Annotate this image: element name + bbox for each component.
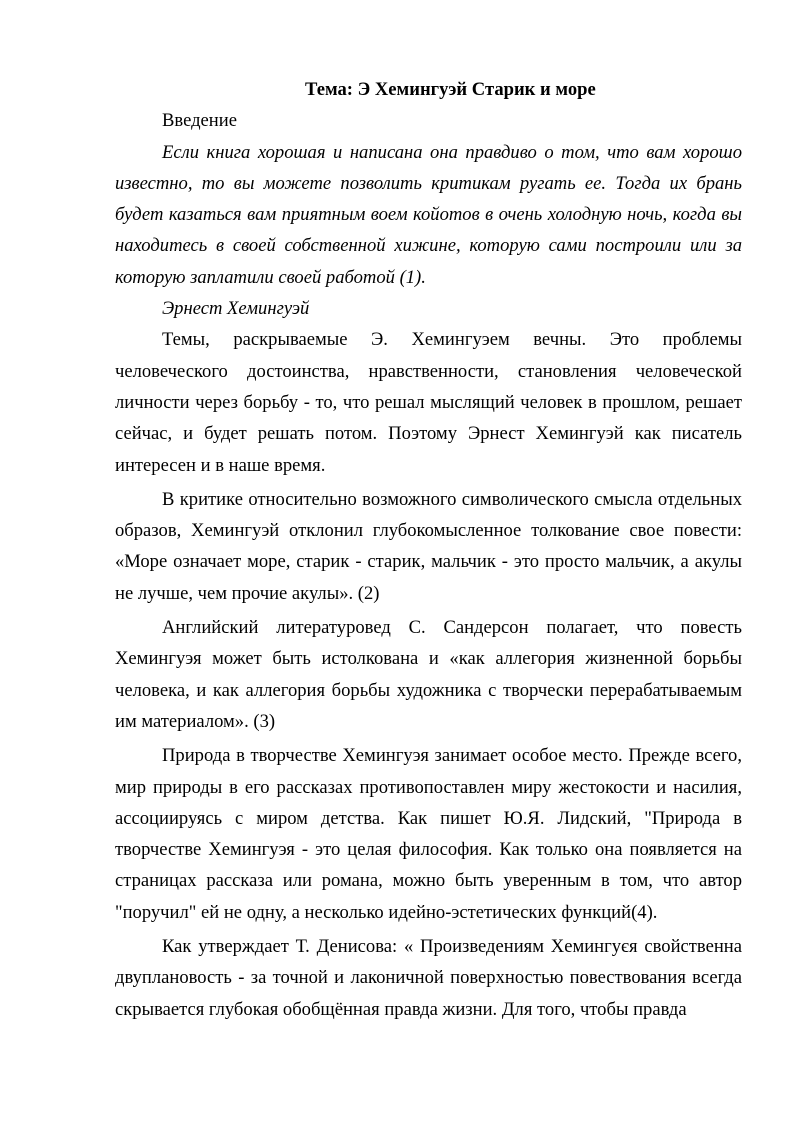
epigraph-author: Эрнест Хемингуэй: [162, 298, 310, 320]
paragraph: Английский литературовед С. Сандерсон полагает, что повесть Хемингуэя может быть истолкована и «как аллегория жизненной борьбы человека, и как аллегория борьбы художника с творчески перерабатываемым им материалом». (3): [115, 617, 742, 732]
paragraph: Природа в творчестве Хемингуэя занимает особое место. Прежде всего, мир природы в его рассказах противопоставлен миру жестокости и насилия, ассоциируясь с миром детства. Как пишет Ю.Я. Лидский, "Природа в творчестве Хемингуэя - это целая философия. Как только она появляется на страницах рассказа или романа, можно быть уверенным в том, что автор "поручил" ей не одну, а несколько идейно-эстетических функций(4).: [115, 745, 742, 923]
paragraph: Как утверждает Т. Денисова: « Произведениям Хемингуєя свойственна двуплановость - за точной и лаконичной поверхностью повествования всегда скрывается глубокая обобщённая правда жизни. Для того, чтобы правда: [115, 936, 742, 1020]
document-body: [115, 74, 742, 1025]
epigraph: Если книга хорошая и написана она правдиво о том, что вам хорошо известно, то вы можете позволить критикам ругать ее. Тогда их брань будет казаться вам приятным воем койотов в очень холодную ночь, когда вы находитесь в своей собственной хижине, которую сами построили или за которую заплатили своей работой (1).: [115, 141, 742, 288]
document-title: Тема: Э Хемингуэй Старик и море: [305, 79, 596, 100]
paragraph: В критике относительно возможного символического смысла отдельных образов, Хемингуэй отклонил глубокомысленное толкование свое повести: «Море означает море, старик - старик, мальчик - это просто мальчик, а акулы не лучше, чем прочие акулы». (2): [115, 488, 742, 604]
intro-heading: Введение: [162, 110, 237, 132]
paragraph: Темы, раскрываемые Э. Хемингуэем вечны. Это проблемы человеческого достоинства, нравственности, становления человеческой личности через борьбу - то, что решал мыслящий человек в прошлом, решает сейчас, и будет решать потом. Поэтому Эрнест Хемингуэй как писатель интересен и в наше время.: [115, 329, 742, 476]
